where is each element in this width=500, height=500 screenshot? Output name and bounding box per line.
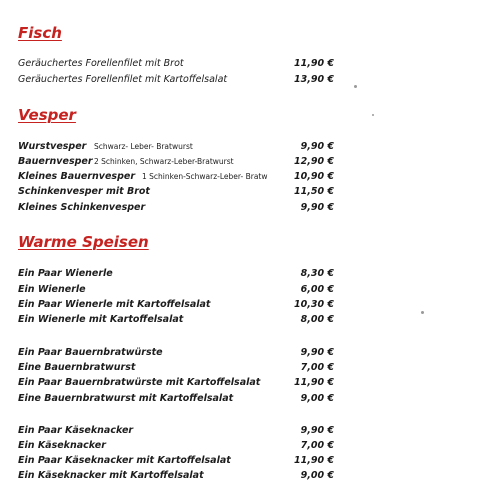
menu-item	[18, 424, 334, 438]
item-price: 11,90 €	[294, 58, 334, 69]
item-name: Kleines Bauernvesper	[18, 171, 136, 182]
menu-item	[18, 376, 334, 390]
item-price: 9,00 €	[300, 470, 334, 481]
menu-item	[18, 298, 334, 312]
paper-speck	[354, 85, 357, 88]
menu-item	[18, 283, 334, 297]
menu-item	[18, 267, 334, 281]
menu-item	[18, 140, 334, 154]
item-price: 9,90 €	[300, 202, 334, 213]
item-price: 9,90 €	[300, 141, 334, 152]
item-price: 9,90 €	[300, 347, 334, 358]
menu-item	[18, 346, 334, 360]
item-price: 12,90 €	[294, 156, 334, 167]
section-title-warme-speisen: Warme Speisen	[18, 233, 149, 251]
item-price: 8,30 €	[300, 268, 334, 279]
menu-item	[18, 469, 334, 483]
section-title-vesper: Vesper	[18, 106, 76, 124]
menu-item	[18, 73, 334, 87]
item-name: Ein Paar Bauernbratwürste mit Kartoffelsalat	[18, 377, 261, 388]
item-description: Schwarz- Leber- Bratwurst	[94, 142, 193, 151]
menu-item	[18, 439, 334, 453]
menu-item	[18, 170, 334, 184]
item-name: Bauernvesper	[18, 156, 93, 167]
item-name: Ein Käseknacker mit Kartoffelsalat	[18, 470, 204, 481]
item-price: 6,00 €	[300, 284, 334, 295]
menu-item	[18, 392, 334, 406]
item-name: Ein Paar Bauernbratwürste	[18, 347, 163, 358]
paper-speck	[421, 311, 424, 314]
item-price: 7,00 €	[300, 362, 334, 373]
item-price: 11,50 €	[294, 186, 334, 197]
item-description: 1 Schinken-Schwarz-Leber- Bratw	[142, 172, 268, 181]
item-name: Ein Paar Käseknacker	[18, 425, 134, 436]
item-name: Ein Paar Käseknacker mit Kartoffelsalat	[18, 455, 231, 466]
menu-item	[18, 201, 334, 215]
item-description: 2 Schinken, Schwarz-Leber-Bratwurst	[94, 157, 234, 166]
item-price: 13,90 €	[294, 74, 334, 85]
item-name: Geräuchertes Forellenfilet mit Kartoffelsalat	[18, 74, 228, 85]
item-name: Kleines Schinkenvesper	[18, 202, 146, 213]
section-title-fisch: Fisch	[18, 24, 62, 42]
item-price: 11,90 €	[294, 377, 334, 388]
item-name: Ein Wienerle	[18, 284, 86, 295]
item-name: Geräuchertes Forellenfilet mit Brot	[18, 58, 184, 69]
menu-item	[18, 185, 334, 199]
item-name: Schinkenvesper mit Brot	[18, 186, 150, 197]
item-name: Eine Bauernbratwurst mit Kartoffelsalat	[18, 393, 234, 404]
item-name: Ein Käseknacker	[18, 440, 106, 451]
item-price: 7,00 €	[300, 440, 334, 451]
item-price: 11,90 €	[294, 455, 334, 466]
item-name: Ein Wienerle mit Kartoffelsalat	[18, 314, 184, 325]
item-name: Wurstvesper	[18, 141, 87, 152]
item-price: 10,90 €	[294, 171, 334, 182]
menu-item	[18, 313, 334, 327]
item-price: 9,00 €	[300, 393, 334, 404]
paper-speck	[372, 114, 374, 116]
menu-item	[18, 155, 334, 169]
item-price: 8,00 €	[300, 314, 334, 325]
item-name: Eine Bauernbratwurst	[18, 362, 136, 373]
item-name: Ein Paar Wienerle mit Kartoffelsalat	[18, 299, 211, 310]
menu-item	[18, 57, 334, 71]
item-price: 9,90 €	[300, 425, 334, 436]
menu-item	[18, 361, 334, 375]
item-name: Ein Paar Wienerle	[18, 268, 113, 279]
menu-item	[18, 454, 334, 468]
item-price: 10,30 €	[294, 299, 334, 310]
